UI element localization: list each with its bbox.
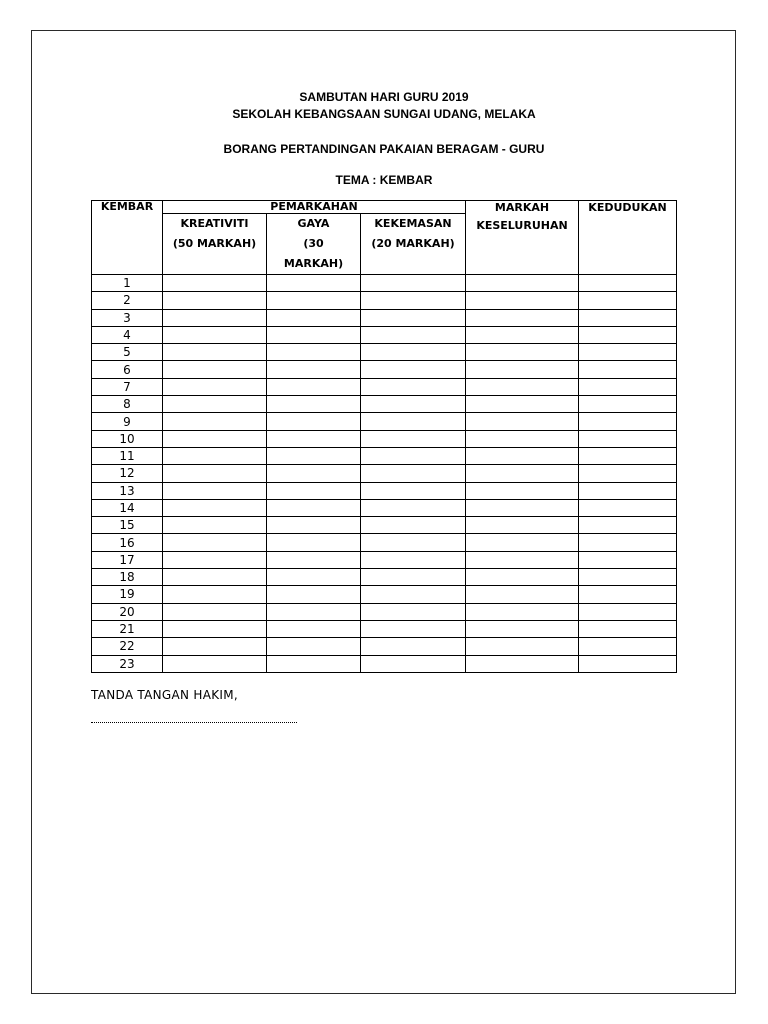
gaya-cell[interactable] bbox=[267, 447, 361, 464]
kedudukan-cell[interactable] bbox=[579, 517, 677, 534]
kreativiti-cell[interactable] bbox=[163, 517, 267, 534]
kembar-number: 10 bbox=[92, 430, 163, 447]
kreativiti-marks: (50 MARKAH) bbox=[172, 237, 257, 250]
kedudukan-cell[interactable] bbox=[579, 447, 677, 464]
markah-keseluruhan-cell[interactable] bbox=[466, 413, 579, 430]
kembar-number: 5 bbox=[92, 344, 163, 361]
gaya-cell[interactable] bbox=[267, 638, 361, 655]
kedudukan-cell[interactable] bbox=[579, 309, 677, 326]
gaya-cell[interactable] bbox=[267, 655, 361, 672]
gaya-cell[interactable] bbox=[267, 292, 361, 309]
kekemasan-cell[interactable] bbox=[361, 344, 466, 361]
kedudukan-cell[interactable] bbox=[579, 326, 677, 343]
kembar-number: 17 bbox=[92, 551, 163, 568]
kreativiti-cell[interactable] bbox=[163, 603, 267, 620]
markah-keseluruhan-cell[interactable] bbox=[466, 482, 579, 499]
kekemasan-cell[interactable] bbox=[361, 430, 466, 447]
table-row bbox=[92, 569, 677, 586]
markah-keseluruhan-cell[interactable] bbox=[466, 603, 579, 620]
kreativiti-cell[interactable] bbox=[163, 638, 267, 655]
kembar-number: 12 bbox=[92, 465, 163, 482]
markah-keseluruhan-cell[interactable] bbox=[466, 396, 579, 413]
kreativiti-cell[interactable] bbox=[163, 620, 267, 637]
kekemasan-cell[interactable] bbox=[361, 378, 466, 395]
kekemasan-cell[interactable] bbox=[361, 447, 466, 464]
kembar-number: 6 bbox=[92, 361, 163, 378]
kekemasan-cell[interactable] bbox=[361, 586, 466, 603]
kembar-number: 14 bbox=[92, 499, 163, 516]
header-gaya bbox=[267, 214, 361, 275]
kedudukan-cell[interactable] bbox=[579, 551, 677, 568]
kembar-number: 15 bbox=[92, 517, 163, 534]
markah-keseluruhan-cell[interactable] bbox=[466, 465, 579, 482]
table-row bbox=[92, 603, 677, 620]
kembar-number: 23 bbox=[92, 655, 163, 672]
gaya-cell[interactable] bbox=[267, 517, 361, 534]
kedudukan-cell[interactable] bbox=[579, 275, 677, 292]
kreativiti-cell[interactable] bbox=[163, 430, 267, 447]
kedudukan-cell[interactable] bbox=[579, 413, 677, 430]
kreativiti-cell[interactable] bbox=[163, 569, 267, 586]
markah-keseluruhan-cell[interactable] bbox=[466, 378, 579, 395]
kekemasan-cell[interactable] bbox=[361, 534, 466, 551]
table-row bbox=[92, 638, 677, 655]
kreativiti-cell[interactable] bbox=[163, 655, 267, 672]
markah-keseluruhan-cell[interactable] bbox=[466, 517, 579, 534]
judge-signature-label: TANDA TANGAN HAKIM, bbox=[91, 688, 239, 702]
kekemasan-cell[interactable] bbox=[361, 655, 466, 672]
kreativiti-label: KREATIVITI bbox=[180, 217, 249, 230]
kreativiti-cell[interactable] bbox=[163, 292, 267, 309]
markah-keseluruhan-cell[interactable] bbox=[466, 275, 579, 292]
header-markah-label: MARKAH bbox=[494, 201, 550, 214]
gaya-cell[interactable] bbox=[267, 569, 361, 586]
table-row bbox=[92, 396, 677, 413]
markah-keseluruhan-cell[interactable] bbox=[466, 309, 579, 326]
markah-keseluruhan-cell[interactable] bbox=[466, 638, 579, 655]
kreativiti-cell[interactable] bbox=[163, 361, 267, 378]
kembar-number: 22 bbox=[92, 638, 163, 655]
kekemasan-cell[interactable] bbox=[361, 326, 466, 343]
gaya-cell[interactable] bbox=[267, 413, 361, 430]
header-keseluruhan-label: KESELURUHAN bbox=[476, 219, 568, 232]
kekemasan-label: KEKEMASAN bbox=[374, 217, 452, 230]
markah-keseluruhan-cell[interactable] bbox=[466, 569, 579, 586]
kekemasan-cell[interactable] bbox=[361, 620, 466, 637]
kekemasan-cell[interactable] bbox=[361, 499, 466, 516]
gaya-cell[interactable] bbox=[267, 534, 361, 551]
kedudukan-cell[interactable] bbox=[579, 465, 677, 482]
table-row bbox=[92, 309, 677, 326]
kreativiti-cell[interactable] bbox=[163, 344, 267, 361]
kedudukan-cell[interactable] bbox=[579, 482, 677, 499]
header-pemarkahan: PEMARKAHAN bbox=[163, 201, 466, 214]
header-kekemasan bbox=[361, 214, 466, 275]
markah-keseluruhan-cell[interactable] bbox=[466, 620, 579, 637]
kekemasan-cell[interactable] bbox=[361, 465, 466, 482]
gaya-marks-a: (30 bbox=[303, 237, 324, 250]
kekemasan-cell[interactable] bbox=[361, 638, 466, 655]
kekemasan-cell[interactable] bbox=[361, 413, 466, 430]
kekemasan-cell[interactable] bbox=[361, 517, 466, 534]
table-row bbox=[92, 534, 677, 551]
markah-keseluruhan-cell[interactable] bbox=[466, 586, 579, 603]
kekemasan-cell[interactable] bbox=[361, 292, 466, 309]
table-row bbox=[92, 655, 677, 672]
gaya-label: GAYA bbox=[297, 217, 330, 230]
kreativiti-cell[interactable] bbox=[163, 378, 267, 395]
table-row bbox=[92, 586, 677, 603]
kedudukan-cell[interactable] bbox=[579, 638, 677, 655]
table-row bbox=[92, 482, 677, 499]
markah-keseluruhan-cell[interactable] bbox=[466, 499, 579, 516]
kembar-number: 13 bbox=[92, 482, 163, 499]
gaya-cell[interactable] bbox=[267, 361, 361, 378]
kembar-number: 21 bbox=[92, 620, 163, 637]
markah-keseluruhan-cell[interactable] bbox=[466, 430, 579, 447]
gaya-cell[interactable] bbox=[267, 344, 361, 361]
kekemasan-cell[interactable] bbox=[361, 309, 466, 326]
gaya-cell[interactable] bbox=[267, 620, 361, 637]
gaya-cell[interactable] bbox=[267, 396, 361, 413]
judge-signature-line[interactable] bbox=[91, 722, 297, 723]
gaya-marks-b: MARKAH) bbox=[283, 257, 344, 270]
gaya-cell[interactable] bbox=[267, 326, 361, 343]
markah-keseluruhan-cell[interactable] bbox=[466, 534, 579, 551]
kreativiti-cell[interactable] bbox=[163, 396, 267, 413]
kedudukan-cell[interactable] bbox=[579, 620, 677, 637]
theme-title: TEMA : KEMBAR bbox=[335, 173, 433, 187]
kekemasan-cell[interactable] bbox=[361, 396, 466, 413]
kedudukan-cell[interactable] bbox=[579, 586, 677, 603]
scoring-table bbox=[91, 200, 677, 673]
header-markah-keseluruhan bbox=[466, 201, 579, 275]
table-row bbox=[92, 465, 677, 482]
kreativiti-cell[interactable] bbox=[163, 499, 267, 516]
table-row bbox=[92, 430, 677, 447]
kekemasan-cell[interactable] bbox=[361, 569, 466, 586]
markah-keseluruhan-cell[interactable] bbox=[466, 447, 579, 464]
kembar-number: 8 bbox=[92, 396, 163, 413]
kreativiti-cell[interactable] bbox=[163, 586, 267, 603]
kembar-number: 19 bbox=[92, 586, 163, 603]
kreativiti-cell[interactable] bbox=[163, 413, 267, 430]
kedudukan-cell[interactable] bbox=[579, 361, 677, 378]
kembar-number: 7 bbox=[92, 378, 163, 395]
table-row bbox=[92, 361, 677, 378]
markah-keseluruhan-cell[interactable] bbox=[466, 344, 579, 361]
header-kedudukan: KEDUDUKAN bbox=[579, 201, 677, 275]
gaya-cell[interactable] bbox=[267, 586, 361, 603]
kedudukan-cell[interactable] bbox=[579, 430, 677, 447]
school-name: SEKOLAH KEBANGSAAN SUNGAI UDANG, MELAKA bbox=[232, 107, 536, 121]
table-row bbox=[92, 326, 677, 343]
gaya-cell[interactable] bbox=[267, 603, 361, 620]
kembar-number: 3 bbox=[92, 309, 163, 326]
kembar-number: 2 bbox=[92, 292, 163, 309]
table-body bbox=[92, 275, 677, 673]
markah-keseluruhan-cell[interactable] bbox=[466, 361, 579, 378]
markah-keseluruhan-cell[interactable] bbox=[466, 326, 579, 343]
kreativiti-cell[interactable] bbox=[163, 275, 267, 292]
table-row bbox=[92, 275, 677, 292]
kedudukan-cell[interactable] bbox=[579, 292, 677, 309]
markah-keseluruhan-cell[interactable] bbox=[466, 292, 579, 309]
table-row bbox=[92, 292, 677, 309]
kreativiti-cell[interactable] bbox=[163, 326, 267, 343]
kreativiti-cell[interactable] bbox=[163, 465, 267, 482]
kedudukan-cell[interactable] bbox=[579, 603, 677, 620]
header-kembar: KEMBAR bbox=[92, 201, 163, 275]
gaya-cell[interactable] bbox=[267, 499, 361, 516]
table-row bbox=[92, 620, 677, 637]
kekemasan-marks: (20 MARKAH) bbox=[371, 237, 455, 250]
kembar-number: 18 bbox=[92, 569, 163, 586]
event-title: SAMBUTAN HARI GURU 2019 bbox=[299, 90, 469, 104]
kembar-number: 9 bbox=[92, 413, 163, 430]
kedudukan-cell[interactable] bbox=[579, 569, 677, 586]
table-row bbox=[92, 378, 677, 395]
table-row bbox=[92, 499, 677, 516]
kedudukan-cell[interactable] bbox=[579, 534, 677, 551]
kedudukan-cell[interactable] bbox=[579, 655, 677, 672]
gaya-cell[interactable] bbox=[267, 482, 361, 499]
gaya-cell[interactable] bbox=[267, 378, 361, 395]
markah-keseluruhan-cell[interactable] bbox=[466, 655, 579, 672]
gaya-cell[interactable] bbox=[267, 430, 361, 447]
gaya-cell[interactable] bbox=[267, 465, 361, 482]
kreativiti-cell[interactable] bbox=[163, 551, 267, 568]
kekemasan-cell[interactable] bbox=[361, 275, 466, 292]
table-row bbox=[92, 517, 677, 534]
kembar-number: 4 bbox=[92, 326, 163, 343]
kreativiti-cell[interactable] bbox=[163, 534, 267, 551]
table-row bbox=[92, 551, 677, 568]
kedudukan-cell[interactable] bbox=[579, 344, 677, 361]
markah-keseluruhan-cell[interactable] bbox=[466, 551, 579, 568]
kekemasan-cell[interactable] bbox=[361, 551, 466, 568]
kembar-number: 20 bbox=[92, 603, 163, 620]
table-row bbox=[92, 413, 677, 430]
table-row bbox=[92, 344, 677, 361]
kedudukan-cell[interactable] bbox=[579, 499, 677, 516]
kembar-number: 16 bbox=[92, 534, 163, 551]
form-title: BORANG PERTANDINGAN PAKAIAN BERAGAM - GURU bbox=[223, 142, 545, 156]
gaya-cell[interactable] bbox=[267, 275, 361, 292]
kedudukan-cell[interactable] bbox=[579, 396, 677, 413]
kekemasan-cell[interactable] bbox=[361, 482, 466, 499]
kreativiti-cell[interactable] bbox=[163, 309, 267, 326]
table-row bbox=[92, 447, 677, 464]
gaya-cell[interactable] bbox=[267, 309, 361, 326]
kedudukan-cell[interactable] bbox=[579, 378, 677, 395]
kekemasan-cell[interactable] bbox=[361, 603, 466, 620]
header-kreativiti bbox=[163, 214, 267, 275]
kembar-number: 11 bbox=[92, 447, 163, 464]
kembar-number: 1 bbox=[92, 275, 163, 292]
kreativiti-cell[interactable] bbox=[163, 447, 267, 464]
gaya-cell[interactable] bbox=[267, 551, 361, 568]
kekemasan-cell[interactable] bbox=[361, 361, 466, 378]
kreativiti-cell[interactable] bbox=[163, 482, 267, 499]
